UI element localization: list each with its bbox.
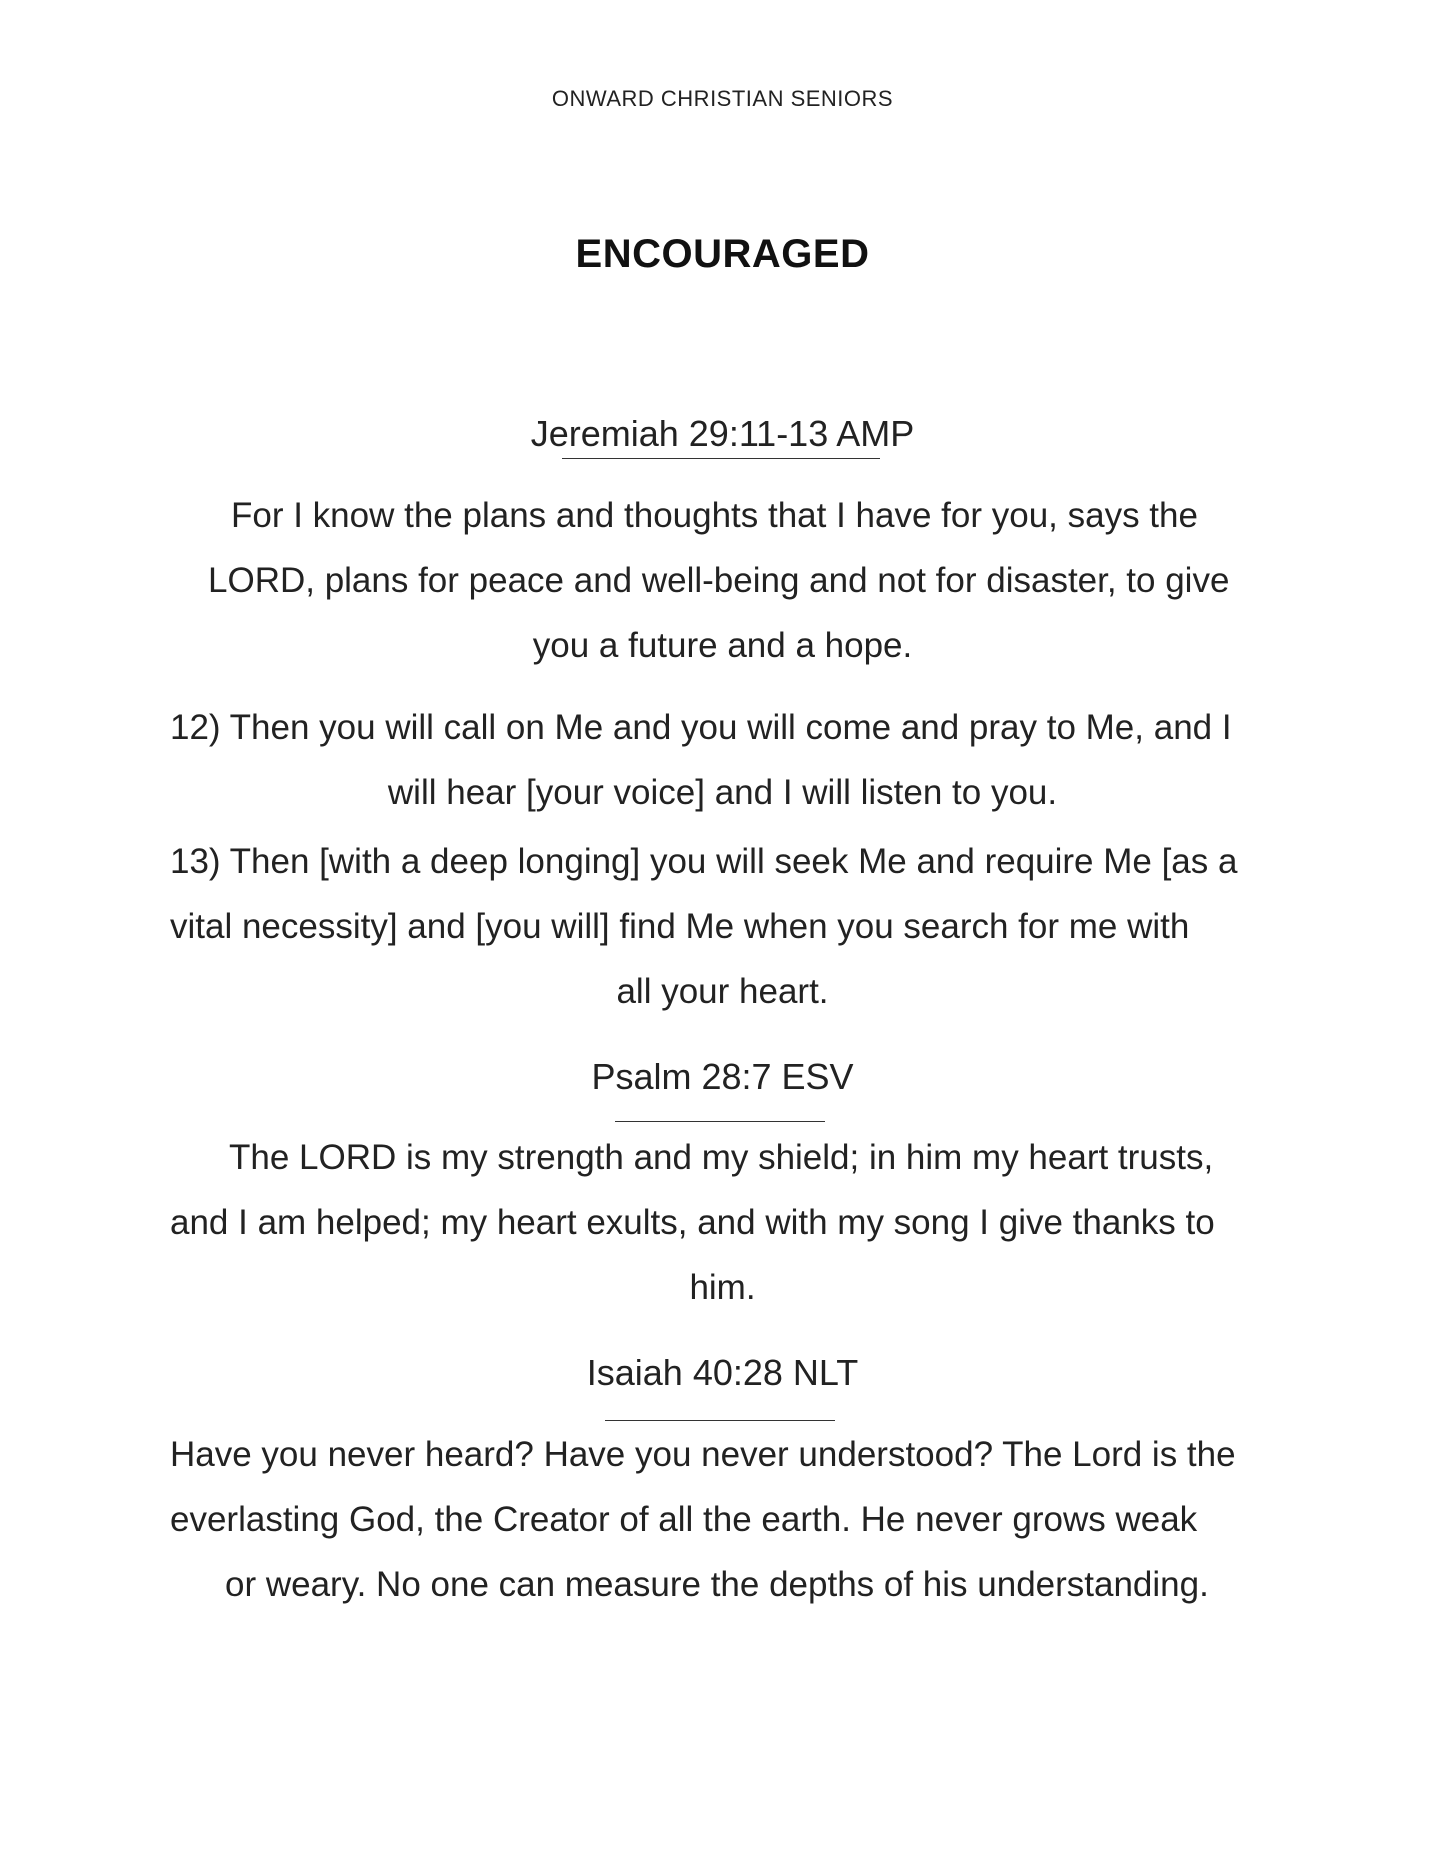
passage-reference-isaiah: Isaiah 40:28 NLT <box>586 1352 859 1393</box>
page-title: ENCOURAGED <box>575 232 870 276</box>
passage-line: vital necessity] and [you will] find Me when you search for me with <box>170 907 1190 946</box>
passage-line: everlasting God, the Creator of all the earth. He never grows weak <box>170 1500 1198 1539</box>
passage-line: The LORD is my strength and my shield; in him my heart trusts, <box>229 1138 1214 1177</box>
reference-underline-psalm <box>615 1121 825 1122</box>
passage-line: LORD, plans for peace and well-being and not for disaster, to give <box>208 561 1230 600</box>
passage-line: or weary. No one can measure the depths of his understanding. <box>225 1565 1209 1604</box>
passage-line: For I know the plans and thoughts that I have for you, says the <box>231 496 1198 535</box>
passage-reference-jeremiah: Jeremiah 29:11-13 AMP <box>530 413 915 454</box>
passage-line: will hear [your voice] and I will listen to you. <box>387 773 1058 812</box>
passage-reference-psalm: Psalm 28:7 ESV <box>591 1056 854 1097</box>
page-header: ONWARD CHRISTIAN SENIORS <box>551 86 894 111</box>
passage-line: him. <box>689 1268 756 1307</box>
passage-line: 13) Then [with a deep longing] you will seek Me and require Me [as a <box>170 842 1238 881</box>
passage-line: all your heart. <box>616 972 829 1011</box>
passage-line: 12) Then you will call on Me and you will come and pray to Me, and I <box>170 708 1232 747</box>
passage-line: and I am helped; my heart exults, and with my song I give thanks to <box>170 1203 1215 1242</box>
passage-line: Have you never heard? Have you never understood? The Lord is the <box>170 1435 1236 1474</box>
reference-underline-jeremiah <box>562 458 880 459</box>
passage-line: you a future and a hope. <box>532 626 913 665</box>
reference-underline-isaiah <box>605 1420 835 1421</box>
